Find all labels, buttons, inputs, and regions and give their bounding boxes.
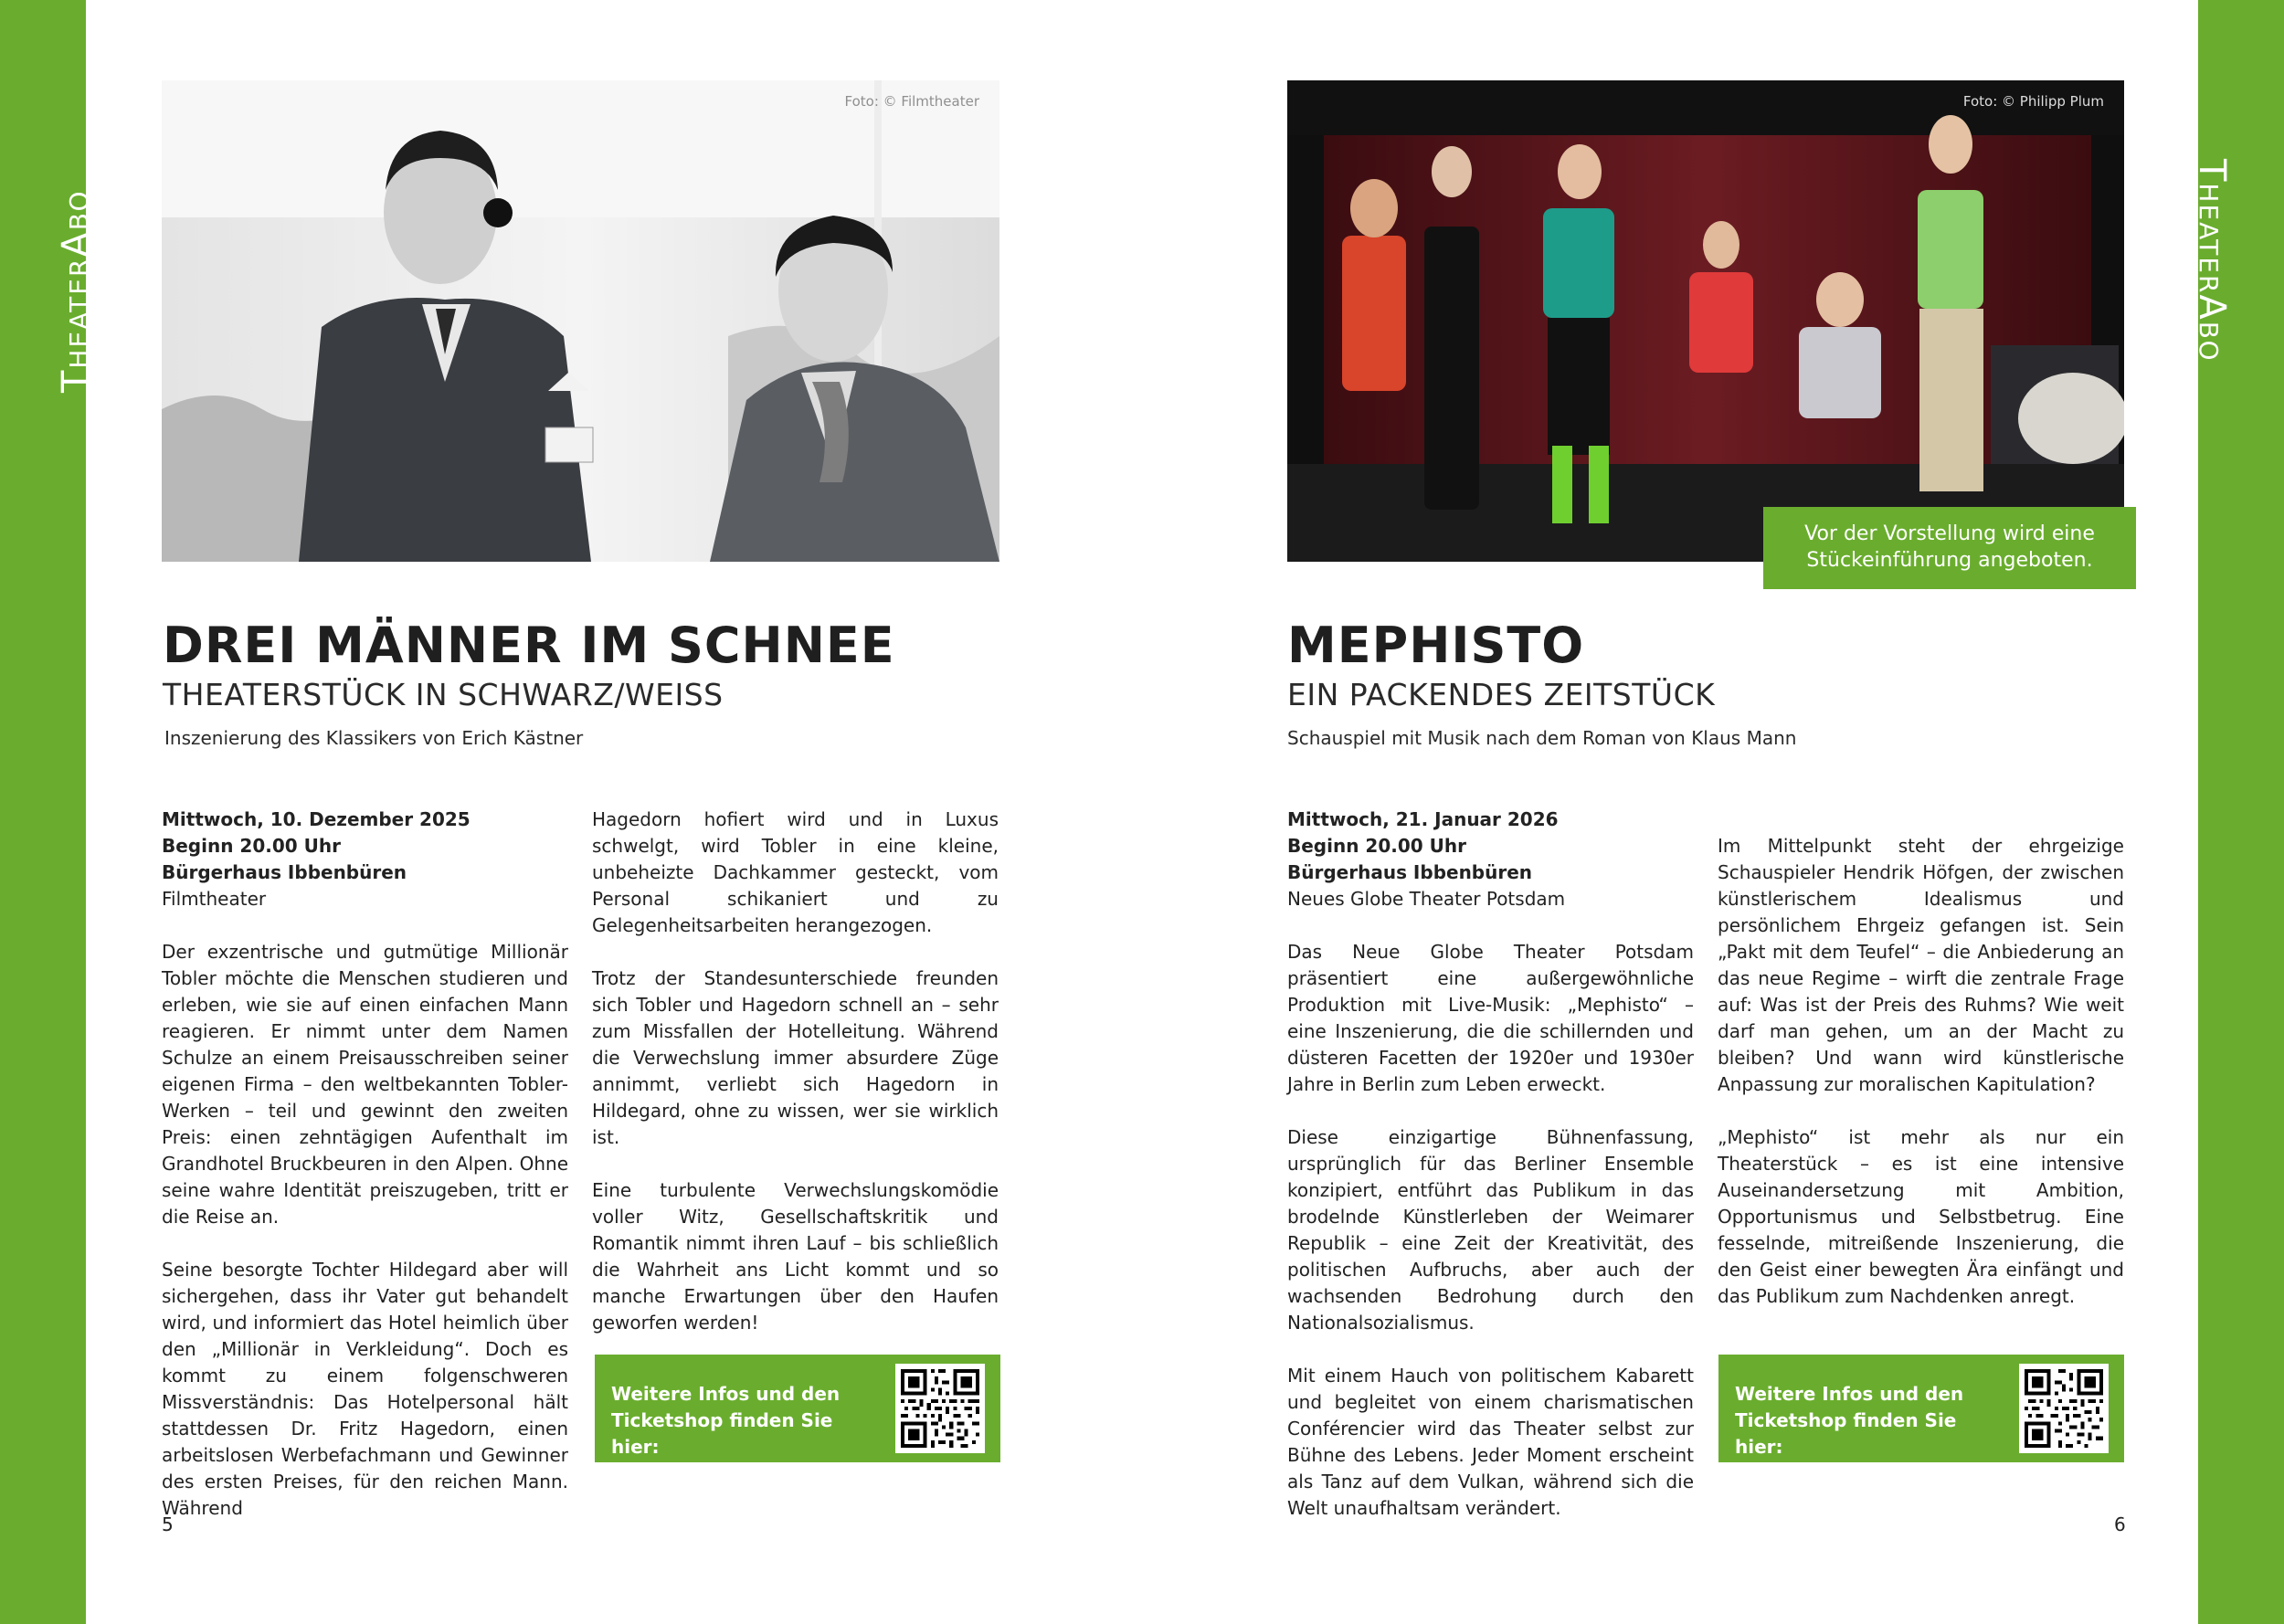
left-side-bar [0,0,97,1624]
right-subtitle: EIN PACKENDES ZEITSTÜCK [1287,677,1716,712]
right-photo [1287,80,2124,562]
photo-credit-right: Foto: © Philipp Plum [1962,93,2104,110]
right-event-date: Mittwoch, 21. Januar 2026 [1287,808,1559,830]
left-tagline: Inszenierung des Klassikers von Erich Kästner [164,727,584,749]
left-paragraph-4: Trotz der Standesunterschiede freunden sich Tobler und Hagedorn schnell an – sehr zum Missfallen der Hotelleitung. Während die Verwechslung immer absurdere Züge annimmt, verliebt sich Hagedorn in Hildegard, ohne zu wissen, wer sie wirklich ist. [592,967,999,1148]
photo-credit-left: Foto: © Filmtheater [844,93,979,110]
left-ticket-box[interactable] [595,1355,1000,1462]
right-column-1 [1287,807,1694,1522]
right-paragraph-4: Im Mittelpunkt steht der ehrgeizige Schauspieler Hendrik Höfgen, der zwischen künstlerischem Idealismus und persönlichem Ehrgeiz gefangen ist. Sein „Pakt mit dem Teufel“ – die Anbiederung an das neue Regime – wirft die zentrale Frage auf: Was ist der Preis des Ruhms? Wie weit darf man gehen, um an der Macht zu bleiben? Und wann wird künstlerische Anpassung zur moralischen Kapitulation? [1718,835,2124,1095]
left-column-1 [162,807,568,1522]
left-column-2 [592,807,999,1336]
side-label-left: TheaterAbo [55,189,97,393]
left-paragraph-3: Hagedorn hofiert wird und in Luxus schwelgt, wird Tobler in eine kleine, unbeheizte Dachkammer gesteckt, vom Personal schikaniert und zu Gelegenheitsarbeiten herangezogen. [592,808,999,936]
right-page-number: 6 [2114,1513,2126,1535]
right-tagline: Schauspiel mit Musik nach dem Roman von Klaus Mann [1287,727,1797,749]
right-event-company: Neues Globe Theater Potsdam [1287,888,1566,910]
right-paragraph-1: Das Neue Globe Theater Potsdam präsentiert eine außergewöhnliche Produktion mit Live-Musik: „Mephisto“ – eine Inszenierung, die die schillernden und düsteren Facetten der 1920er und 1930er Jahre in Berlin zum Leben erweckt. [1287,941,1694,1095]
right-column-2 [1718,833,2124,1310]
left-paragraph-5: Eine turbulente Verwechslungskomödie voller Witz, Gesellschaftskritik und Romantik nimmt ihren Lauf – bis schließlich die Wahrheit ans Licht kommt und so manche Erwartungen über den Haufen geworfen werden! [592,1179,999,1334]
left-event-date: Mittwoch, 10. Dezember 2025 [162,808,471,830]
left-subtitle: THEATERSTÜCK IN SCHWARZ/WEISS [163,677,724,712]
right-ticket-text: Weitere Infos und den Ticketshop finden Sie hier: [1735,1383,1964,1458]
right-paragraph-2: Diese einzigartige Bühnenfassung, ursprünglich für das Berliner Ensemble konzipiert, entführt das Publikum in das brodelnde Künstlerleben der Weimarer Republik – eine Zeit der Kreativität, des politischen Aufbruchs, aber auch der wachsenden Bedrohung durch den Nationalsozialismus. [1287,1126,1694,1334]
pre-show-note: Vor der Vorstellung wird eine Stückeinführung angeboten. [1763,507,2136,589]
left-paragraph-1: Der exzentrische und gutmütige Millionär Tobler möchte die Menschen studieren und erleben, wie sie auf einen einfachen Mann reagieren. Er nimmt unter dem Namen Schulze an einem Preisausschreiben seiner eigenen Firma – den weltbekannten Tobler-Werken – teil und gewinnt den zweiten Preis: einen zehntägigen Aufenthalt im Grandhotel Bruckbeuren in den Alpen. Ohne seine wahre Identität preiszugeben, tritt er die Reise an. [162,941,568,1228]
left-photo-image [162,80,999,562]
left-photo [162,80,999,562]
right-ticket-box[interactable] [1718,1355,2124,1462]
left-event-time: Beginn 20.00 Uhr [162,835,341,857]
left-paragraph-2: Seine besorgte Tochter Hildegard aber will sichergehen, dass ihr Vater gut behandelt wird, und informiert das Hotel heimlich über den „Millionär in Verkleidung“. Doch es kommt zu einem folgenschweren Missverständnis: Das Hotelpersonal hält stattdessen Dr. Fritz Hagedorn, einen arbeitslosen Werbefachmann und Gewinner des ersten Preises, für den reichen Mann. Während [162,1259,568,1519]
right-paragraph-3: Mit einem Hauch von politischem Kabarett und begleitet von einem charismatischen Conférencier wird das Theater selbst zur Bühne des Lebens. Jeder Moment erscheint als Tanz auf dem Vulkan, während sich die Welt unaufhaltsam verändert. [1287,1365,1694,1519]
right-photo-image [1287,80,2124,562]
right-event-venue: Bürgerhaus Ibbenbüren [1287,861,1533,883]
right-paragraph-5: „Mephisto“ ist mehr als nur ein Theaterstück – es ist eine intensive Auseinandersetzung mit Ambition, Opportunismus und Selbstbetrug. Eine fesselnde, mitreißende Inszenierung, die den Geist einer bewegten Ära einfängt und das Publikum zum Nachdenken anregt. [1718,1126,2124,1307]
left-event-venue: Bürgerhaus Ibbenbüren [162,861,407,883]
side-label-right: TheaterAbo [2191,159,2233,363]
left-title: DREI MÄNNER IM SCHNEE [163,617,895,674]
left-page-number: 5 [162,1513,174,1535]
left-event-company: Filmtheater [162,888,267,910]
right-title: MEPHISTO [1287,617,1585,674]
right-side-bar [2191,0,2284,1624]
left-ticket-text: Weitere Infos und den Ticketshop finden Sie hier: [611,1383,841,1458]
right-qr-code-icon[interactable] [2019,1364,2109,1453]
left-qr-code-icon[interactable] [895,1364,985,1453]
right-event-time: Beginn 20.00 Uhr [1287,835,1466,857]
